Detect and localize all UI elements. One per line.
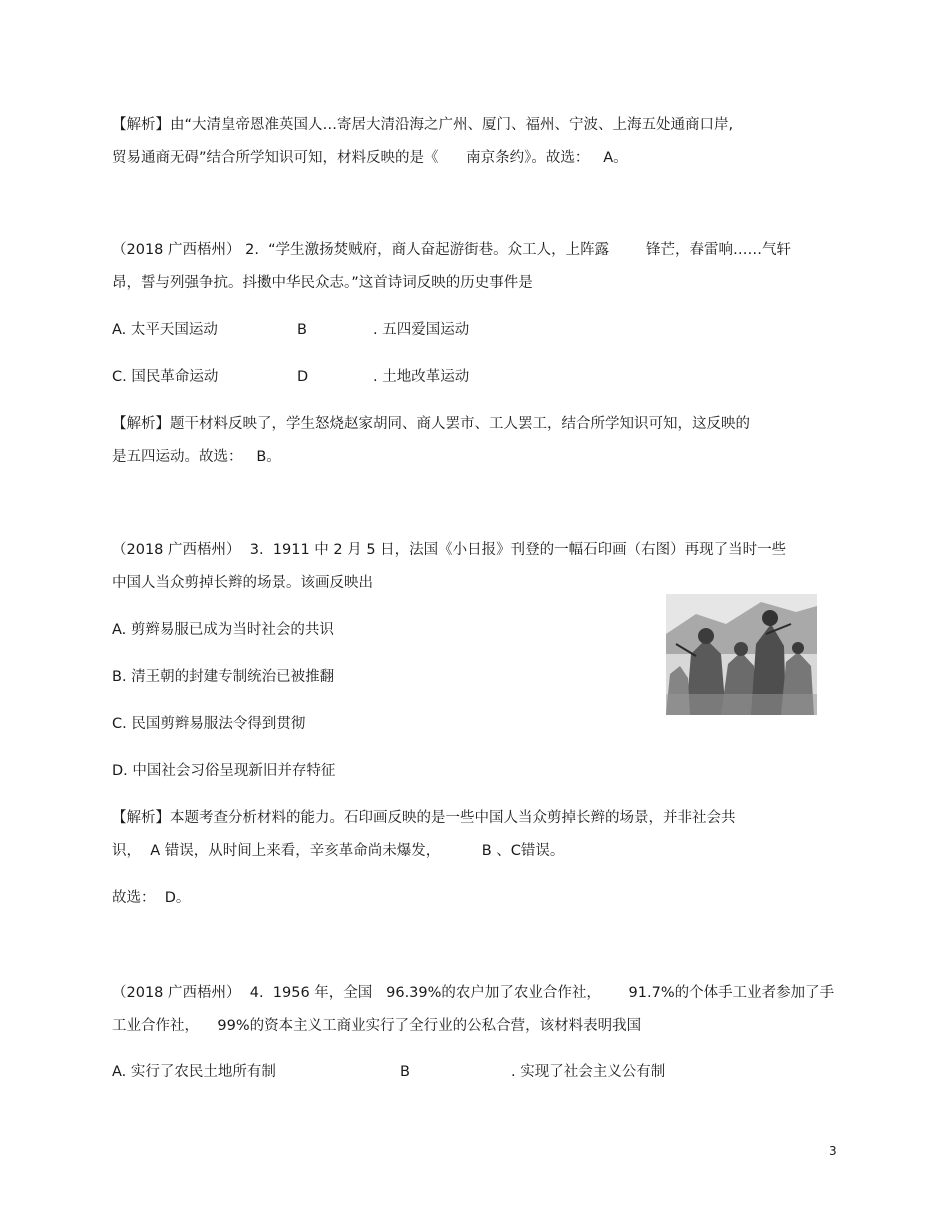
q2-option-d-letter: D	[297, 369, 309, 385]
q3-option-c: C. 民国剪辫易服法令得到贯彻	[112, 716, 306, 732]
q4-option-b-letter: B	[400, 1064, 410, 1080]
q2-option-b-letter: B	[297, 322, 307, 338]
q4-option-b: . 实现了社会主义公有制	[511, 1064, 666, 1080]
page-number: 3	[829, 1144, 837, 1158]
q4-stem-line-2: 工业合作社， 99%的资本主义工商业实行了全行业的公私合营，该材料表明我国	[112, 1018, 642, 1034]
q2-option-d: . 土地改革运动	[373, 369, 470, 385]
q2-option-b: . 五四爱国运动	[373, 322, 470, 338]
q3-stem-line-2: 中国人当众剪掉长辫的场景。该画反映出	[112, 575, 373, 591]
q2-stem-line-1: （2018 广西梧州） 2. “学生激扬焚贼府，商人奋起游街巷。众工人，上阵露 锋芒，春雷响……气轩	[112, 242, 792, 258]
q4-option-a: A. 实行了农民土地所有制	[112, 1064, 276, 1080]
q1-analysis-line-2: 贸易通商无碍”结合所学知识可知，材料反映的是《 南京条约》。故选： A。	[112, 150, 628, 166]
q2-option-c: C. 国民革命运动	[112, 369, 219, 385]
q2-stem-line-2: 昂，誓与列强争抗。抖擞中华民众志。”这首诗词反映的历史事件是	[112, 275, 533, 291]
q3-analysis-line-1: 【解析】本题考查分析材料的能力。石印画反映的是一些中国人当众剪掉长辫的场景，并非社会共	[112, 810, 736, 826]
q3-answer: 故选： D。	[112, 890, 191, 906]
lithograph-image	[666, 594, 817, 715]
q3-stem-line-1: （2018 广西梧州） 3. 1911 中 2 月 5 日，法国《小日报》刊登的一幅石印画（右图）再现了当时一些	[112, 542, 787, 558]
q1-analysis-line-1: 【解析】由“大清皇帝恩准英国人…寄居大清沿海之广州、厦门、福州、宁波、上海五处通商口岸,	[112, 117, 734, 133]
q2-analysis-line-2: 是五四运动。故选： B。	[112, 449, 281, 465]
q2-analysis-line-1: 【解析】题干材料反映了，学生怒烧赵家胡同、商人罢市、工人罢工，结合所学知识可知，这反映的	[112, 416, 750, 432]
q3-analysis-line-2: 识， A 错误，从时间上来看，辛亥革命尚未爆发， B 、C错误。	[112, 843, 565, 859]
q3-option-b: B. 清王朝的封建专制统治已被推翻	[112, 669, 335, 685]
q3-option-d: D. 中国社会习俗呈现新旧并存特征	[112, 763, 336, 779]
q2-option-a: A. 太平天国运动	[112, 322, 218, 338]
lithograph-illustration	[666, 594, 817, 715]
q3-option-a: A. 剪辫易服已成为当时社会的共识	[112, 622, 334, 638]
q4-stem-line-1: （2018 广西梧州） 4. 1956 年，全国 96.39%的农户加了农业合作社， 91.7%的个体手工业者参加了手	[112, 985, 835, 1001]
